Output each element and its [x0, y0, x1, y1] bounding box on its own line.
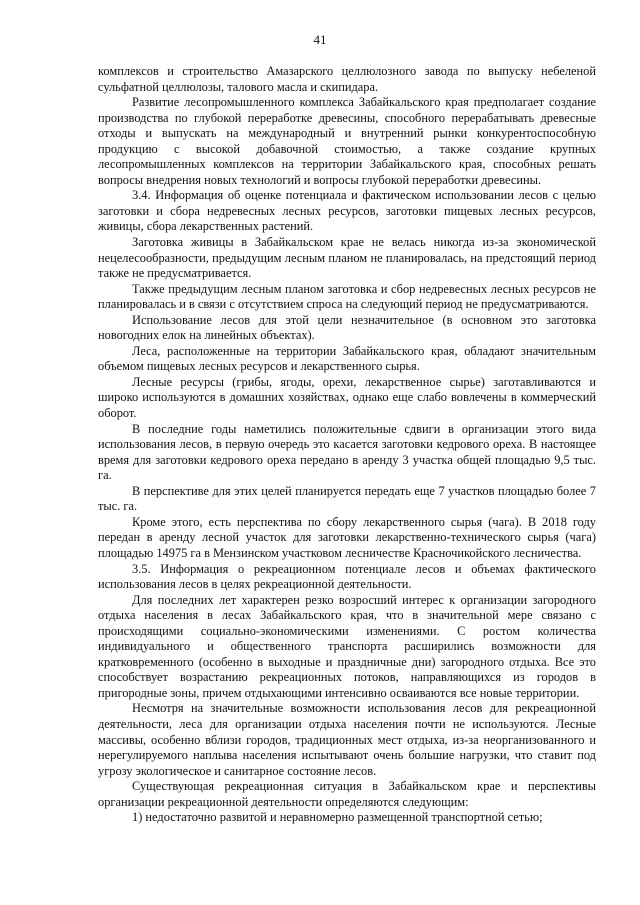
paragraph-recreation-interest: Для последних лет характерен резко возросший интерес к организации загородного отдыха населения в лесах Забайкальского края, что в значительной мере связано с происходящими социально-экономическими изменениями. С ростом количества индивидуального и общественного транспорта расширились возможности для кратковременного (особенно в выходные и праздничные дни) загородного отдыха. Все это способствует возрастанию рекреационных потоков, направляющихся из городов в пригородные зоны, причем отдыхающими интенсивно осваиваются все новые территории.	[98, 592, 596, 700]
paragraph-non-timber-resources: Также предыдущим лесным планом заготовка и сбор недревесных лесных ресурсов не планировалась и в связи с отсутствием спроса на следующий период не предусматриваются.	[98, 281, 596, 312]
list-item-transport-network: 1) недостаточно развитой и неравномерно размещенной транспортной сетью;	[132, 810, 543, 825]
paragraph-forest-industry-development: Развитие лесопромышленного комплекса Забайкальского края предполагает создание производства по глубокой переработке древесины, способного перерабатывать древесные отходы и выпускать на международный и внутренний рынки конкурентоспособную продукцию с высокой добавочной стоимостью, а также создание крупных лесопромышленных комплексов на территории Забайкальского края, способных решать вопросы внедрения новых технологий и вопросы глубокой переработки древесины.	[98, 95, 596, 187]
paragraph-forest-resources-use: Лесные ресурсы (грибы, ягоды, орехи, лекарственное сырье) заготавливаются и широко используются в домашних хозяйствах, однако еще слабо вовлечены в коммерческий оборот.	[98, 374, 596, 421]
paragraph-cedar-nut: В последние годы наметились положительные сдвиги в организации этого вида использования лесов, в первую очередь это касается заготовки кедрового ореха. В настоящее время для заготовки кедрового ореха передано в аренду 3 участка общей площадью 9,5 тыс. га.	[98, 421, 596, 483]
paragraph-recreation-potential: Несмотря на значительные возможности использования лесов для рекреационной деятельности, леса для организации отдыха населения почти не используются. Лесные массивы, особенно вблизи городов, традиционных мест отдыха, из-за неорганизованного и нерегулируемого наплыва населения испытывают очень большие нагрузки, что ставит под угрозу экологическое и санитарное состояние лесов.	[98, 701, 596, 778]
paragraph-forest-use-minor: Использование лесов для этой цели незначительное (в основном это заготовка новогодних елок на линейных объектах).	[98, 312, 596, 343]
paragraph-chaga-lease: Кроме этого, есть перспектива по сбору лекарственного сырья (чага). В 2018 году передан в аренду лесной участок для заготовки лекарственно-технического сырья (чага) площадью 14975 га в Мензинском участковом лесничестве Красночикойского лесничества.	[98, 514, 596, 560]
paragraph-recreation-situation: Существующая рекреационная ситуация в Забайкальском крае и перспективы организации рекреационной деятельности определяются следующим:	[98, 779, 596, 809]
section-heading-3-5: 3.5. Информация о рекреационном потенциале лесов и объемах фактического использования лесов в целях рекреационной деятельности.	[98, 561, 596, 592]
section-heading-3-4: 3.4. Информация об оценке потенциала и фактическом использовании лесов с целью заготовки и сбора недревесных лесных ресурсов, заготовки пищевых лесных ресурсов, живицы, сбора лекарственных растений.	[98, 188, 596, 234]
paragraph-food-resources: Леса, расположенные на территории Забайкальского края, обладают значительным объемом пищевых лесных ресурсов и лекарственного сырья.	[98, 343, 596, 374]
paragraph-resin-harvesting: Заготовка живицы в Забайкальском крае не велась никогда из-за экономической нецелесообразности, предыдущим лесным планом не планировалась, на предстоящий период также не предусматривается.	[98, 235, 596, 281]
paragraph-continuation: комплексов и строительство Амазарского целлюлозного завода по выпуску небеленой сульфатной целлюлозы, талового масла и скипидара.	[98, 64, 596, 94]
paragraph-future-plots: В перспективе для этих целей планируется передать еще 7 участков площадью более 7 тыс. га.	[98, 483, 596, 514]
document-body	[98, 64, 596, 826]
page-number: 41	[313, 32, 327, 47]
